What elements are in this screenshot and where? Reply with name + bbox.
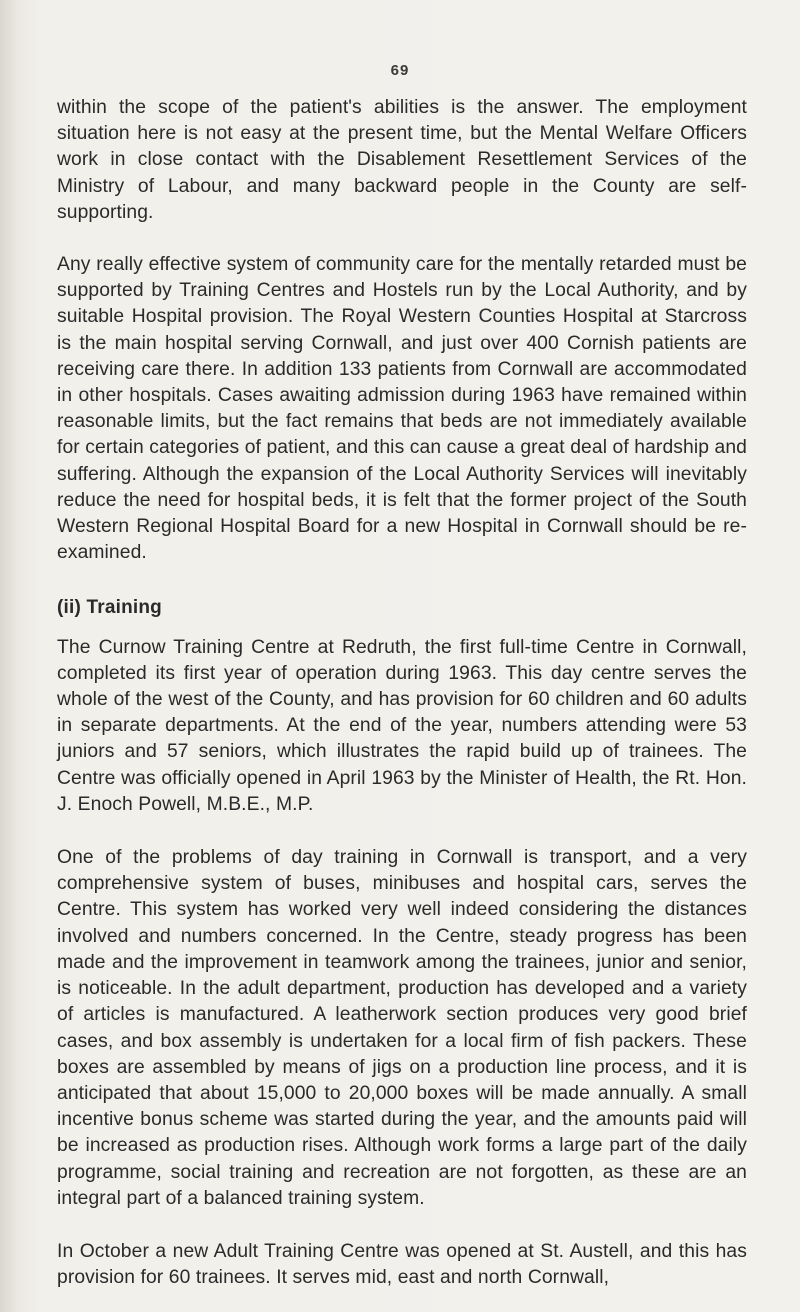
paragraph-community-care: Any really effective system of community care for the mentally retarded must be supported by Training Centres and Hostels run by the Local Authority, and by suitable Hospital provision. The Royal Western Counties Hospital at Starcross is the main hospital serving Cornwall, and just over 400 Cornish patients are receiving care there. In addition 133 patients from Cornwall are accommodated in other hospitals. Cases awaiting admission during 1963 have remained within reasonable limits, but the fact remains that beds are not immediately available for certain categories of patient, and this can cause a great deal of hardship and suffering. Although the expansion of the Local Authority Services will inevitably reduce the need for hospital beds, it is felt that the former project of the South Western Regional Hospital Board for a new Hospital in Cornwall should be re-examined. — [57, 254, 747, 564]
paragraph-employment: within the scope of the patient's abilities is the answer. The employment situation here is not easy at the present time, but the Mental Welfare Officers work in close contact with the Disablement Resettlement Services of the Ministry of Labour, and many backward people in the County are self-supporting. — [57, 97, 747, 223]
paragraph-curnow-centre: The Curnow Training Centre at Redruth, the first full-time Centre in Cornwall, completed its first year of operation during 1963. This day centre serves the whole of the west of the County, and has provision for 60 children and 60 adults in separate departments. At the end of the year, numbers attending were 53 juniors and 57 seniors, which illustrates the rapid build up of trainees. The Centre was officially opened in April 1963 by the Minister of Health, the Rt. Hon. J. Enoch Powell, M.B.E., M.P. — [57, 636, 747, 815]
section-heading-training: (ii) Training — [57, 597, 162, 619]
paragraph-transport: One of the problems of day training in Cornwall is transport, and a very comprehensive system of buses, minibuses and hospital cars, serves the Centre. This system has worked very well indeed considering the distances involved and numbers concerned. In the Centre, steady progress has been made and the improvement in teamwork among the trainees, junior and senior, is noticeable. In the adult department, production has developed and a variety of articles is manufactured. A leatherwork section produces very good brief cases, and box assembly is undertaken for a local firm of fish packers. These boxes are assembled by means of jigs on a production line process, and it is anticipated that about 15,000 to 20,000 boxes will be made annually. A small incentive bonus scheme was started during the year, and the amounts paid will be increased as production rises. Although work forms a large part of the daily programme, social training and recreation are not forgotten, as these are an integral part of a balanced training system. — [57, 847, 747, 1209]
body-text — [57, 95, 747, 1291]
page-number: 69 — [390, 62, 410, 79]
paragraph-st-austell: In October a new Adult Training Centre was opened at St. Austell, and this has provision for 60 trainees. It serves mid, east and north Cornwall, — [57, 1240, 747, 1289]
